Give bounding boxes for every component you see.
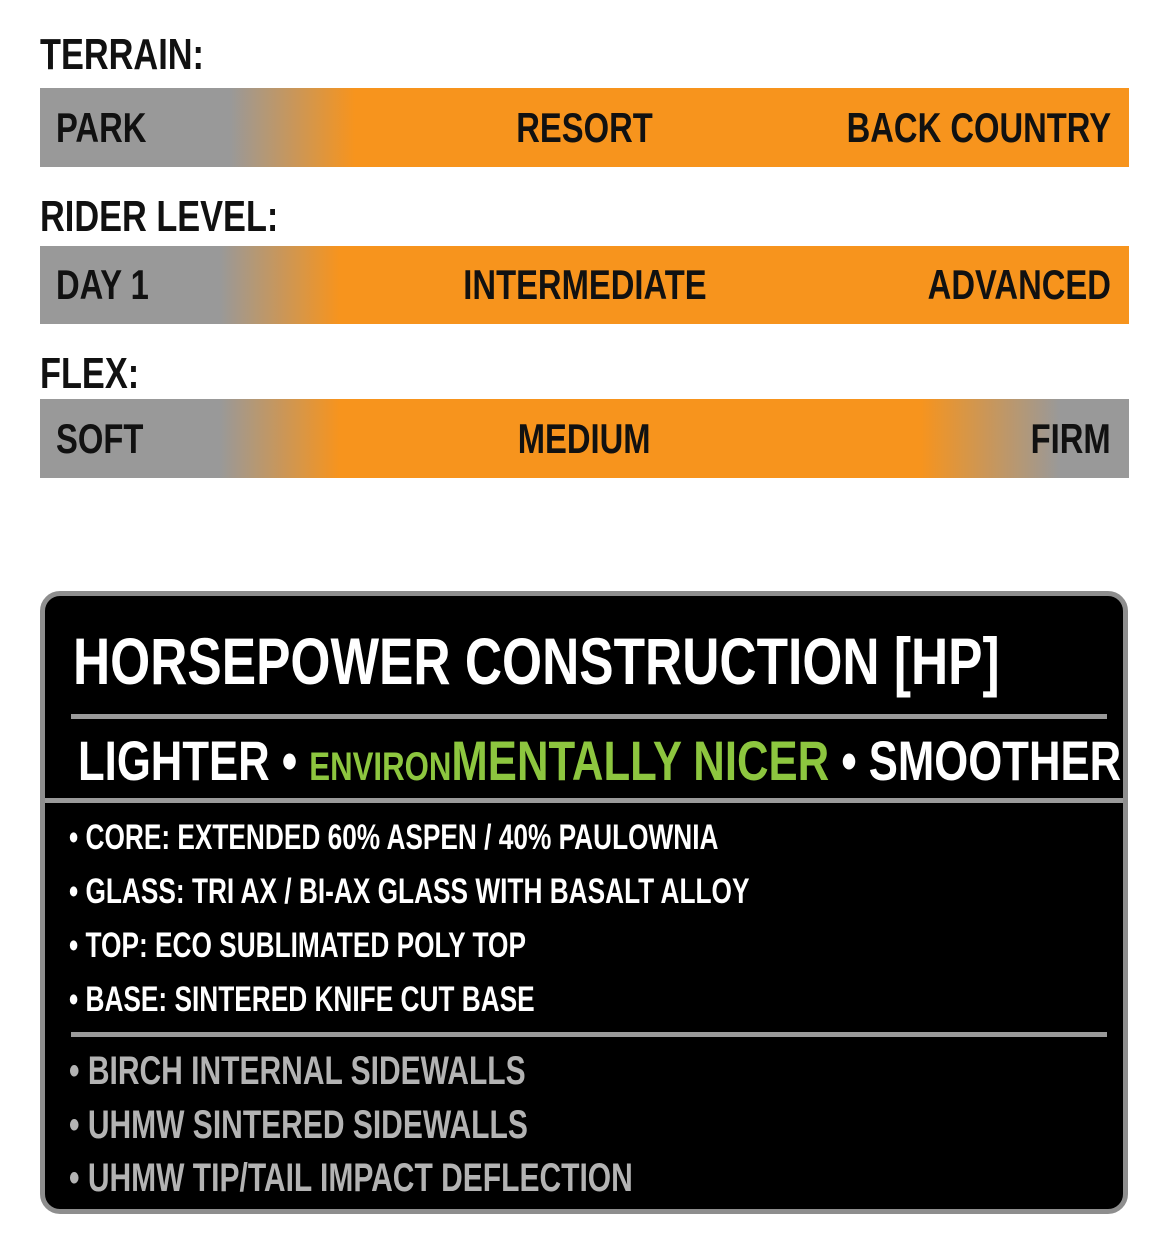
feature-uhmw-sidewalls: • UHMW SINTERED SIDEWALLS — [69, 1103, 528, 1147]
flex-scale-left: SOFT — [56, 414, 144, 462]
construction-panel — [40, 591, 1128, 1214]
rider-level-label: RIDER LEVEL: — [40, 192, 279, 241]
tagline-lighter: LIGHTER — [78, 729, 270, 792]
specs-divider — [71, 1032, 1107, 1037]
spec-top: • TOP: ECO SUBLIMATED POLY TOP — [69, 926, 526, 965]
terrain-scale-left: PARK — [56, 103, 147, 151]
tagline-smoother: SMOOTHER — [868, 729, 1122, 792]
flex-scale-right: FIRM — [1030, 414, 1111, 462]
construction-title: HORSEPOWER CONSTRUCTION [HP] — [73, 624, 1000, 698]
tagline-environ: ENVIRON — [309, 745, 452, 789]
spec-base: • BASE: SINTERED KNIFE CUT BASE — [69, 980, 535, 1019]
feature-birch-sidewalls: • BIRCH INTERNAL SIDEWALLS — [69, 1049, 526, 1093]
flex-scale-middle: MEDIUM — [518, 414, 651, 462]
terrain-scale-right: BACK COUNTRY — [846, 103, 1111, 151]
spec-glass: • GLASS: TRI AX / BI-AX GLASS WITH BASALT ALLOY — [69, 872, 750, 911]
feature-impact-deflection: • UHMW TIP/TAIL IMPACT DEFLECTION — [69, 1156, 633, 1200]
tagline-mentally-nicer: MENTALLY NICER — [451, 729, 830, 792]
rider-level-scale-right: ADVANCED — [927, 261, 1111, 308]
terrain-scale-bar — [40, 88, 1129, 167]
tagline-divider — [45, 798, 1128, 803]
tagline-separator: • — [269, 729, 310, 792]
tagline-separator: • — [829, 729, 869, 792]
flex-scale-bar — [40, 399, 1129, 478]
title-divider — [71, 714, 1107, 719]
spec-core: • CORE: EXTENDED 60% ASPEN / 40% PAULOWNIA — [69, 818, 719, 857]
rider-level-scale-bar — [40, 246, 1129, 324]
terrain-scale-middle: RESORT — [516, 103, 653, 151]
construction-tagline — [78, 729, 1128, 792]
rider-level-scale-middle: INTERMEDIATE — [462, 261, 707, 308]
flex-label: FLEX: — [40, 349, 140, 398]
rider-level-scale-left: DAY 1 — [56, 261, 149, 308]
terrain-label: TERRAIN: — [40, 30, 204, 79]
